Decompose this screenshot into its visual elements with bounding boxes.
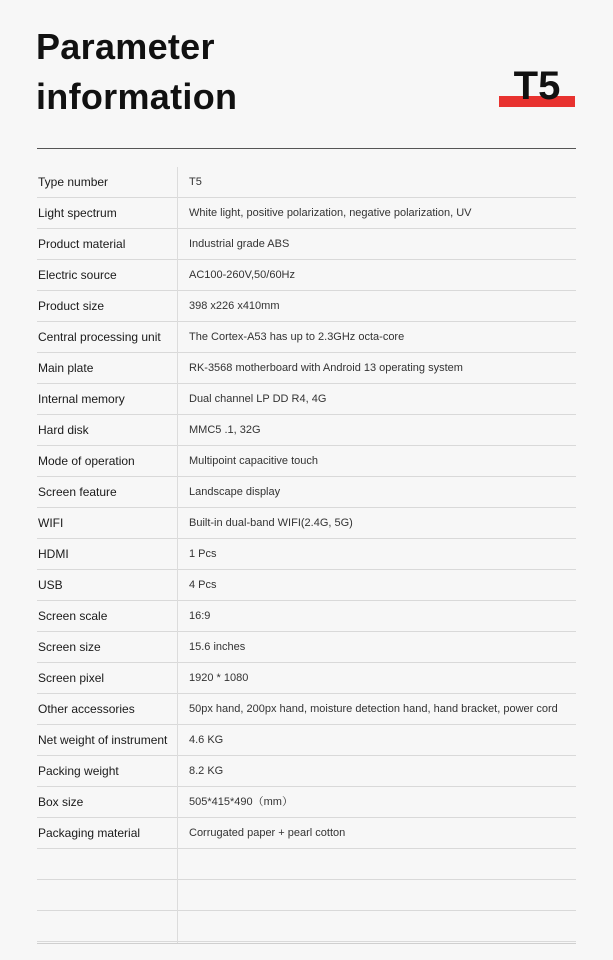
spec-value: Industrial grade ABS bbox=[189, 238, 290, 250]
table-row bbox=[37, 787, 576, 818]
spec-label: Central processing unit bbox=[38, 330, 161, 344]
spec-label: Light spectrum bbox=[38, 206, 117, 220]
table-row bbox=[37, 477, 576, 508]
spec-value: 505*415*490（mm） bbox=[189, 796, 293, 808]
table-row bbox=[37, 508, 576, 539]
spec-label: Mode of operation bbox=[38, 454, 135, 468]
table-row bbox=[37, 198, 576, 229]
spec-value: 1 Pcs bbox=[189, 548, 217, 560]
model-name: T5 bbox=[513, 64, 561, 108]
table-row bbox=[37, 167, 576, 198]
table-row bbox=[37, 415, 576, 446]
table-row bbox=[37, 539, 576, 570]
table-row bbox=[37, 818, 576, 849]
spec-value: Multipoint capacitive touch bbox=[189, 455, 319, 467]
spec-value: Corrugated paper + pearl cotton bbox=[189, 827, 346, 839]
model-badge bbox=[499, 64, 575, 108]
spec-label: Electric source bbox=[38, 268, 117, 282]
spec-value: 15.6 inches bbox=[189, 641, 246, 653]
title-line-1: Parameter bbox=[36, 26, 215, 67]
spec-label: Screen pixel bbox=[38, 671, 105, 685]
spec-value: White light, positive polarization, negative polarization, UV bbox=[189, 207, 472, 219]
table-row bbox=[37, 446, 576, 477]
title-line-2: information bbox=[36, 76, 238, 117]
spec-value: 16:9 bbox=[189, 610, 211, 622]
spec-label: USB bbox=[38, 578, 63, 592]
table-row bbox=[37, 384, 576, 415]
spec-label: Packing weight bbox=[38, 764, 119, 778]
table-bottom-rule bbox=[37, 943, 576, 944]
spec-label: Hard disk bbox=[38, 423, 89, 437]
table-row bbox=[37, 353, 576, 384]
table-row bbox=[37, 911, 576, 942]
spec-label: Product size bbox=[38, 299, 105, 313]
spec-label: Packaging material bbox=[38, 826, 141, 840]
table-row bbox=[37, 632, 576, 663]
column-divider bbox=[177, 167, 178, 944]
table-row bbox=[37, 849, 576, 880]
table-row bbox=[37, 322, 576, 353]
table-row bbox=[37, 229, 576, 260]
spec-value: 50px hand, 200px hand, moisture detection hand, hand bracket, power cord bbox=[189, 703, 558, 715]
spec-label: Product material bbox=[38, 237, 126, 251]
spec-value: 1920 * 1080 bbox=[189, 672, 249, 684]
spec-label: Type number bbox=[38, 175, 109, 189]
spec-value: MMC5 .1, 32G bbox=[189, 424, 261, 436]
spec-label: Other accessories bbox=[38, 702, 135, 716]
table-row bbox=[37, 663, 576, 694]
spec-value: AC100-260V,50/60Hz bbox=[189, 269, 296, 281]
spec-value: 398 x226 x410mm bbox=[189, 300, 280, 312]
table-row bbox=[37, 260, 576, 291]
table-row bbox=[37, 880, 576, 911]
spec-value: Dual channel LP DD R4, 4G bbox=[189, 393, 327, 405]
spec-value: T5 bbox=[189, 176, 202, 188]
spec-value: 4.6 KG bbox=[189, 734, 224, 746]
spec-label: WIFI bbox=[38, 516, 64, 530]
spec-value: 4 Pcs bbox=[189, 579, 217, 591]
spec-value: Landscape display bbox=[189, 486, 281, 498]
spec-label: Screen size bbox=[38, 640, 101, 654]
spec-label: HDMI bbox=[38, 547, 69, 561]
spec-label: Box size bbox=[38, 795, 84, 809]
spec-value: 8.2 KG bbox=[189, 765, 224, 777]
header-divider bbox=[37, 148, 576, 149]
table-row bbox=[37, 756, 576, 787]
spec-label: Internal memory bbox=[38, 392, 125, 406]
table-row bbox=[37, 694, 576, 725]
spec-label: Net weight of instrument bbox=[38, 733, 168, 747]
table-row bbox=[37, 570, 576, 601]
spec-label: Screen scale bbox=[38, 609, 108, 623]
spec-label: Screen feature bbox=[38, 485, 117, 499]
spec-value: Built-in dual-band WIFI(2.4G, 5G) bbox=[189, 517, 353, 529]
page-title bbox=[36, 22, 237, 122]
spec-label: Main plate bbox=[38, 361, 94, 375]
spec-table bbox=[37, 167, 576, 942]
spec-value: RK-3568 motherboard with Android 13 operating system bbox=[189, 362, 463, 374]
spec-value: The Cortex-A53 has up to 2.3GHz octa-core bbox=[189, 331, 405, 343]
table-row bbox=[37, 601, 576, 632]
table-row bbox=[37, 291, 576, 322]
table-row bbox=[37, 725, 576, 756]
